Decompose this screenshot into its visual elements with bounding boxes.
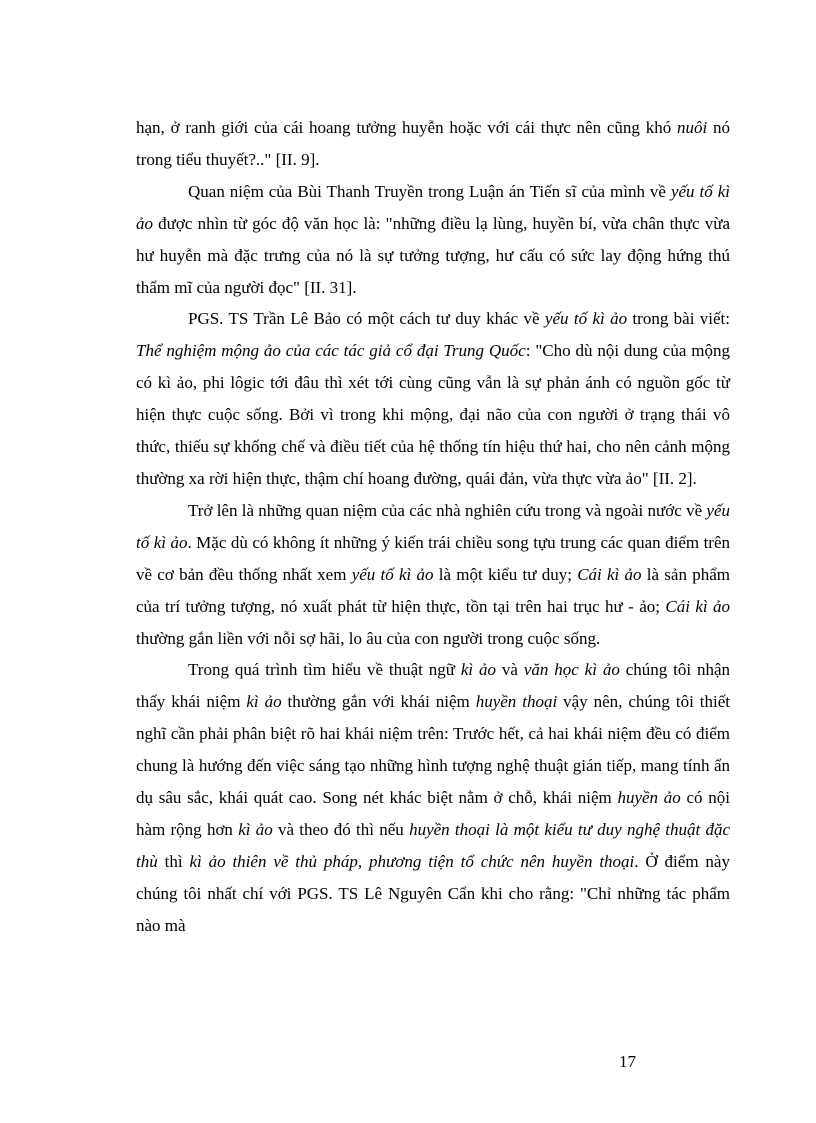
italic-text: yếu tố kì ảo: [351, 564, 434, 584]
text-run: là một kiểu tư duy;: [433, 564, 578, 584]
text-run: Trở lên là những quan niệm của các nhà nghiên cứu trong và ngoài nước về: [188, 500, 707, 520]
text-run: là sản phẩm của trí tưởng tượng, nó xuất phát từ hiện thực, tồn tại trên hai trục hư - ảo;: [136, 564, 730, 616]
text-run: trong bài viết:: [627, 309, 731, 329]
paragraph: [136, 112, 730, 176]
text-run: thường gắn liền với nỗi sợ hãi, lo âu của con người trong cuộc sống.: [136, 628, 601, 648]
text-run: . Mặc dù có không ít những ý kiến trái chiều song tựu trung các quan điểm trên về cơ bản đều thống nhất xem: [136, 532, 730, 584]
paragraph: [136, 303, 730, 494]
italic-text: huyền thoại là một kiểu tư duy nghệ thuật đặc thù: [136, 819, 731, 871]
italic-text: văn học kì ảo: [523, 660, 620, 680]
italic-text: huyền thoại: [475, 692, 558, 712]
text-run: PGS. TS Trần Lê Bảo có một cách tư duy khác về: [188, 309, 545, 329]
italic-text: kì ảo: [238, 819, 273, 839]
text-run: chúng tôi nhận thấy khái niệm: [136, 660, 731, 712]
text-run: . Ở điểm này chúng tôi nhất chí với PGS. TS Lê Nguyên Cẩn khi cho rằng: "Chỉ những tác phẩm nào mà: [136, 851, 730, 935]
paragraph: [136, 176, 730, 304]
text-run: : "Cho dù nội dung của mộng có kì ảo, phi lôgic tới đâu thì xét tới cùng cũng vẫn là sự phản ánh có nguồn gốc từ hiện thực cuộc sống. Bởi vì trong khi mộng, đại não của con người ở trạng thái vô thức, thiếu sự khống chế và điều tiết của hệ thống tín hiệu thứ hai, cho nên cảnh mộng thường xa rời hiện thực, thậm chí hoang đường, quái đản, vừa thực vừa ảo" [II. 2].: [136, 341, 730, 488]
italic-text: yếu tố kì ảo: [544, 309, 628, 329]
text-run: nó trong tiểu thuyết?.." [II. 9].: [136, 118, 730, 169]
text-run: Quan niệm của Bùi Thanh Truyền trong Luận án Tiến sĩ của mình về: [188, 181, 671, 201]
italic-text: huyền ảo: [617, 788, 681, 808]
italic-text: kì ảo thiên về thủ pháp, phương tiện tổ chức nên huyền thoại: [189, 851, 635, 871]
italic-text: kì ảo: [246, 692, 282, 712]
italic-text: kì ảo: [460, 660, 496, 680]
italic-text: Cái kì ảo: [665, 596, 730, 616]
italic-text: Cái kì ảo: [577, 564, 642, 584]
text-run: có nội hàm rộng hơn: [136, 788, 730, 839]
italic-text: nuôi: [676, 118, 708, 137]
body-text: [136, 112, 730, 942]
paragraph: [136, 654, 730, 941]
text-run: và theo đó thì nếu: [272, 819, 410, 839]
paragraph: [136, 495, 730, 655]
text-run: Trong quá trình tìm hiểu về thuật ngữ: [188, 660, 461, 680]
text-run: thường gắn với khái niệm: [281, 692, 476, 712]
italic-text: yếu tố kì ảo: [136, 181, 730, 233]
italic-text: yếu tố kì ảo: [136, 500, 730, 552]
italic-text: Thể nghiệm mộng ảo của các tác giả cổ đại Trung Quốc: [136, 341, 526, 361]
page-number: 17: [619, 1052, 636, 1071]
text-run: được nhìn từ góc độ văn học là: "những điều lạ lùng, huyền bí, vừa chân thực vừa hư huyễn mà đặc trưng của nó là sự tưởng tượng, hư cấu có sức lay động hứng thú thẩm mĩ của người đọc" [II. 31].: [136, 213, 730, 297]
text-run: và: [496, 660, 524, 680]
text-run: vậy nên, chúng tôi thiết nghĩ cần phải phân biệt rõ hai khái niệm trên: Trước hết, cả hai khái niệm đều có điểm chung là hướng đến việc sáng tạo những hình tượng nghệ thuật gián tiếp, mang tính ẩn dụ sâu sắc, khái quát cao. Song nét khác biệt nằm ở chỗ, khái niệm: [136, 692, 730, 808]
text-run: hạn, ở ranh giới của cái hoang tưởng huyễn hoặc với cái thực nên cũng khó: [136, 118, 677, 137]
text-run: thì: [157, 851, 190, 871]
